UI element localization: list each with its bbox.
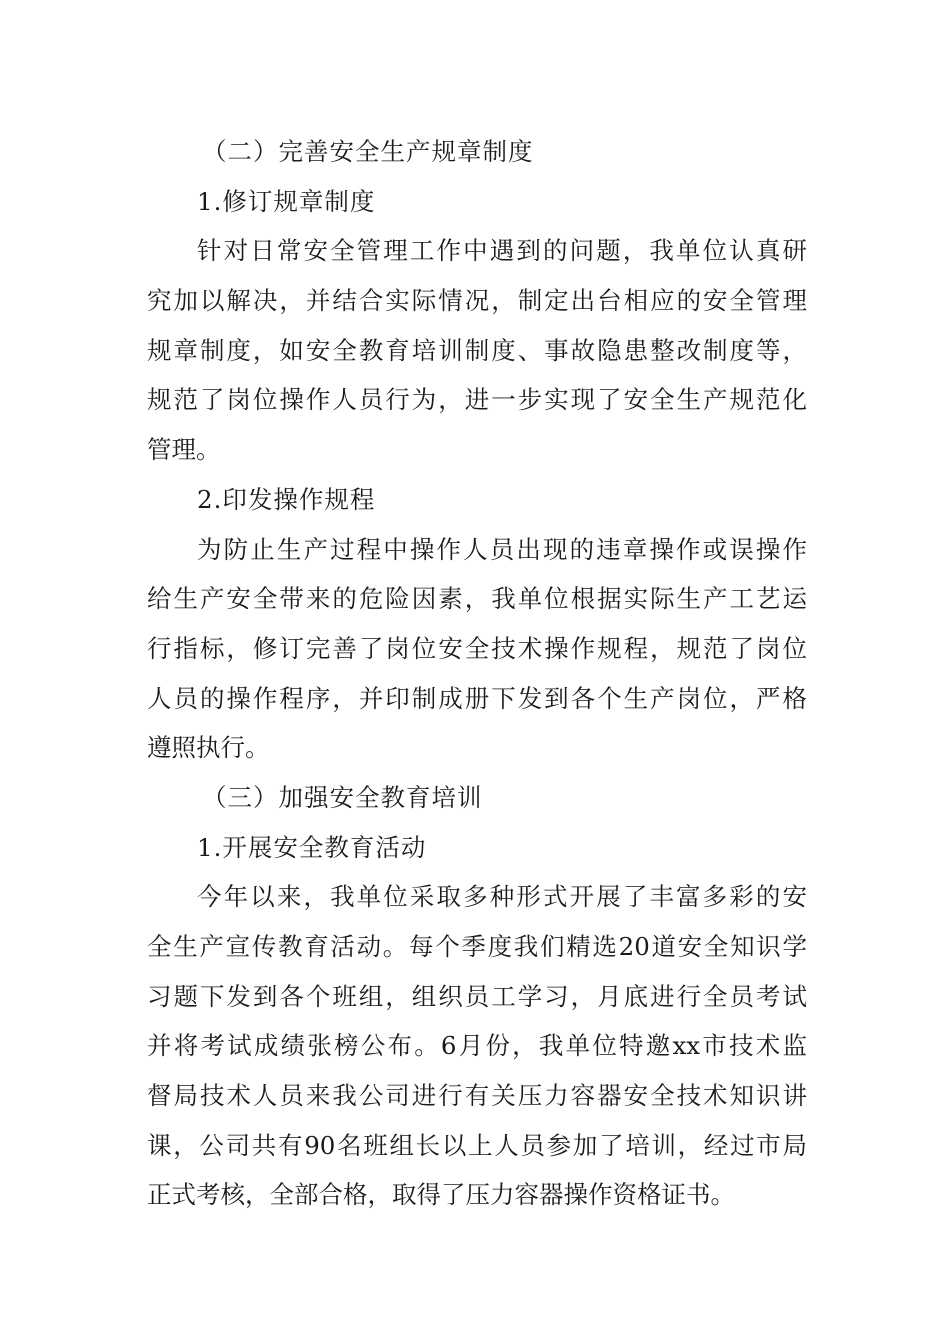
subheading-revise-rules: 1.修订规章制度 (197, 186, 376, 216)
paragraph-line: 正式考核，全部合格，取得了压力容器操作资格证书。 (147, 1180, 735, 1210)
paragraph-revise-rules (147, 226, 807, 474)
paragraph-line: 规章制度，如安全教育培训制度、事故隐患整改制度等， (147, 335, 807, 365)
paragraph-line: 行指标，修订完善了岗位安全技术操作规程，规范了岗位 (147, 633, 807, 663)
paragraph-line: 给生产安全带来的危险因素，我单位根据实际生产工艺运 (147, 584, 807, 614)
paragraph-line: 课，公司共有90名班组长以上人员参加了培训，经过市局 (147, 1130, 807, 1160)
paragraph-line: 全生产宣传教育活动。每个季度我们精选20道安全知识学 (147, 932, 807, 961)
paragraph-line: 遵照执行。 (147, 733, 270, 763)
paragraph-line: 并将考试成绩张榜公布。6月份，我单位特邀xx市技术监 (147, 1031, 807, 1061)
subheading-issue-procedures: 2.印发操作规程 (197, 484, 376, 514)
paragraph-line: 管理。 (147, 435, 221, 465)
subheading-safety-education: 1.开展安全教育活动 (197, 832, 427, 862)
paragraph-issue-procedures (147, 525, 807, 773)
paragraph-line: 究加以解决，并结合实际情况，制定出台相应的安全管理 (147, 286, 807, 316)
section-heading-3: （三）加强安全教育培训 (202, 782, 483, 812)
paragraph-line: 督局技术人员来我公司进行有关压力容器安全技术知识讲 (147, 1081, 807, 1111)
paragraph-line: 人员的操作程序，并印制成册下发到各个生产岗位，严格 (147, 683, 807, 713)
paragraph-line: 针对日常安全管理工作中遇到的问题，我单位认真研 (197, 236, 807, 266)
paragraph-line: 习题下发到各个班组，组织员工学习，月底进行全员考试 (147, 981, 807, 1011)
paragraph-safety-education (147, 872, 807, 1220)
paragraph-line: 规范了岗位操作人员行为，进一步实现了安全生产规范化 (147, 385, 807, 415)
paragraph-line: 为防止生产过程中操作人员出现的违章操作或误操作 (197, 534, 807, 564)
section-heading-2: （二）完善安全生产规章制度 (202, 137, 534, 166)
paragraph-line: 今年以来，我单位采取多种形式开展了丰富多彩的安 (197, 882, 807, 912)
document-body (147, 127, 807, 1220)
